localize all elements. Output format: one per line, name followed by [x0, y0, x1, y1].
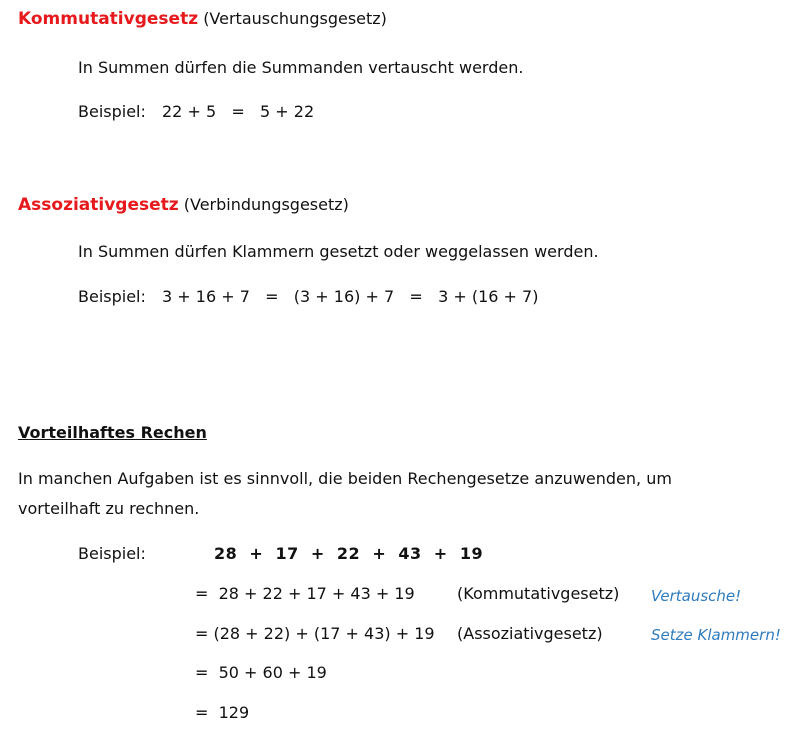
- associative-heading: [18, 195, 349, 215]
- advantageous-title: Vorteilhaftes Rechen: [18, 423, 207, 442]
- commutative-subtitle: (Vertauschungsgesetz): [203, 9, 387, 28]
- associative-example-label: Beispiel:: [78, 287, 146, 306]
- step-2-expression: = (28 + 22) + (17 + 43) + 19: [195, 624, 435, 643]
- commutative-statement: In Summen dürfen die Summanden vertauscht werden.: [78, 58, 524, 77]
- commutative-example-label: Beispiel:: [78, 102, 146, 121]
- step-4-expression: = 129: [195, 703, 250, 722]
- commutative-title: Kommutativgesetz: [18, 9, 199, 29]
- advantageous-task-expression: 28 + 17 + 22 + 43 + 19: [214, 544, 484, 563]
- step-3-expression: = 50 + 60 + 19: [195, 663, 327, 682]
- associative-statement: In Summen dürfen Klammern gesetzt oder weggelassen werden.: [78, 242, 599, 261]
- step-1-expression: = 28 + 22 + 17 + 43 + 19: [195, 584, 415, 603]
- associative-title: Assoziativgesetz: [18, 195, 179, 215]
- associative-example-expression: 3 + 16 + 7 = (3 + 16) + 7 = 3 + (16 + 7): [162, 287, 539, 306]
- step-2-law: (Assoziativgesetz): [457, 624, 603, 643]
- commutative-heading: [18, 9, 387, 29]
- step-1-law: (Kommutativgesetz): [457, 584, 620, 603]
- associative-subtitle: (Verbindungsgesetz): [183, 195, 349, 214]
- commutative-example-expression: 22 + 5 = 5 + 22: [162, 102, 315, 121]
- advantageous-text-line-1: In manchen Aufgaben ist es sinnvoll, die beiden Rechengesetze anzuwenden, um: [18, 469, 672, 488]
- step-2-note: Setze Klammern!: [651, 626, 781, 644]
- advantageous-text-line-2: vorteilhaft zu rechnen.: [18, 499, 200, 518]
- step-1-note: Vertausche!: [651, 587, 742, 605]
- advantageous-example-label: Beispiel:: [78, 544, 146, 563]
